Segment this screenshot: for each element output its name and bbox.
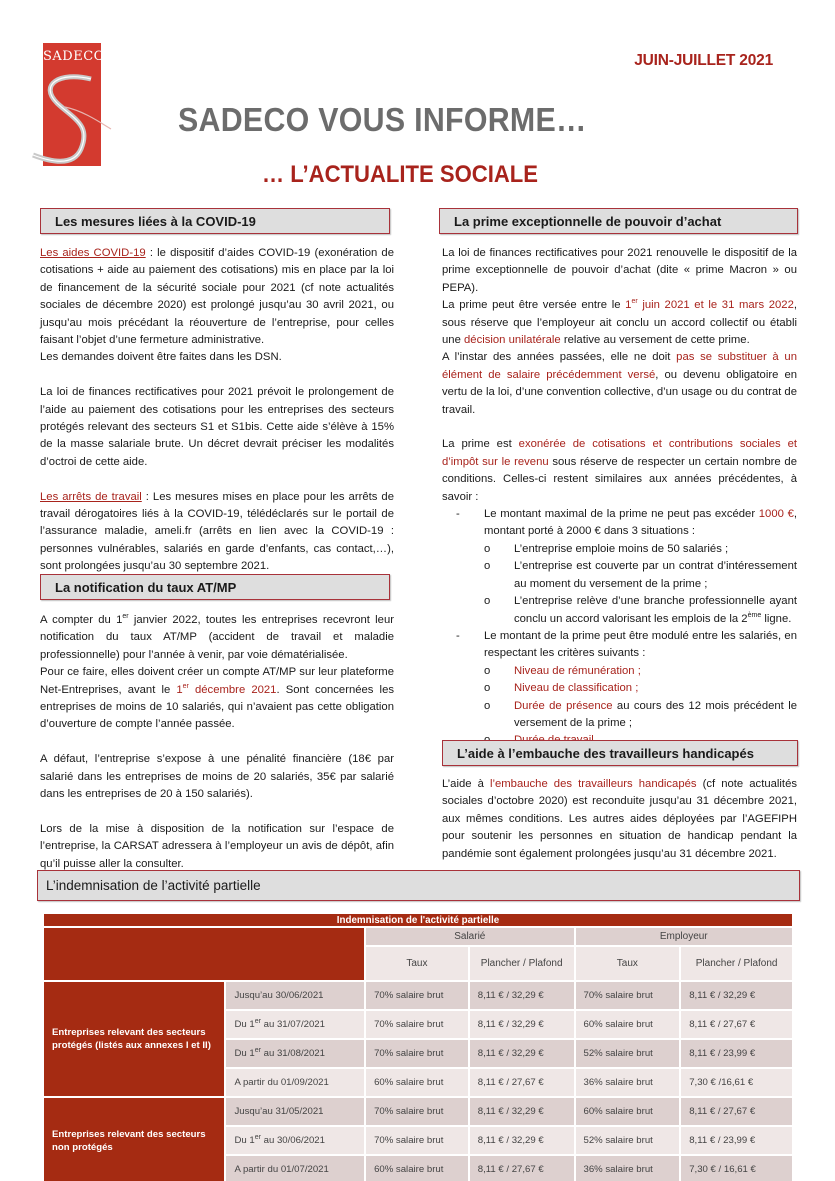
row-group-label: Entreprises relevant des secteurs protégés (listés aux annexes I et II) <box>43 981 225 1097</box>
section-heading-activite-text: L’indemnisation de l’activité partielle <box>46 878 261 893</box>
section-heading-prime-text: La prime exceptionnelle de pouvoir d’achat <box>454 213 722 229</box>
list-subitem: o L’entreprise est couverte par un contrat d’intéressement au moment du versement de la prime ; <box>484 560 797 590</box>
cell-period: Jusqu’au 31/05/2021 <box>225 1097 365 1126</box>
cell-employeur-plancher: 8,11 € / 27,67 € <box>680 1097 793 1126</box>
cell-period: A partir du 01/07/2021 <box>225 1155 365 1181</box>
section-heading-handicap-text: L’aide à l’embauche des travailleurs handicapés <box>457 745 754 761</box>
atmp-p3: A défaut, l’entreprise s’expose à une pénalité financière (18€ par salarié dans les entreprises de moins de 20 salariés, 35€ par salarié dans les entreprises de 20 à 150 salariés). <box>40 753 394 801</box>
section-atmp <box>40 612 394 873</box>
section-prime <box>442 245 797 750</box>
list-subitem: o Niveau de rémunération ; <box>484 664 641 677</box>
list-subitem: o L’entreprise emploie moins de 50 salariés ; <box>484 542 729 555</box>
list-item: - Le montant maximal de la prime ne peut pas excéder 1000 €, montant porté à 2000 € dans 3 situations : <box>456 508 797 538</box>
cell-salarie-plancher: 8,11 € / 32,29 € <box>469 1010 575 1039</box>
table-title: Indemnisation de l'activité partielle <box>43 913 793 927</box>
section-heading-prime <box>439 208 798 234</box>
section-heading-activite <box>37 870 800 901</box>
column-header-plancher: Plancher / Plafond <box>680 946 793 981</box>
prime-p2: La prime peut être versée entre le 1er juin 2021 et le 31 mars 2022, sous réserve que l’employeur ait conclu un accord collectif ou établi une décision unilatérale relative au versement de cette prime. <box>442 298 797 347</box>
column-header-taux: Taux <box>575 946 681 981</box>
logo-text: SADECO <box>43 49 105 64</box>
cell-period: Jusqu’au 30/06/2021 <box>225 981 365 1010</box>
cell-employeur-plancher: 7,30 € / 16,61 € <box>680 1155 793 1181</box>
prime-p4: La prime est exonérée de cotisations et contributions sociales et d’impôt sur le revenu sous réserve de respecter un certain nombre de conditions. Celles-ci restent similaires aux années précédentes, à savoir : <box>442 438 797 503</box>
cell-salarie-taux: 70% salaire brut <box>365 1097 469 1126</box>
cell-period: A partir du 01/09/2021 <box>225 1068 365 1097</box>
cell-period: Du 1er au 31/08/2021 <box>225 1039 365 1068</box>
column-header-plancher: Plancher / Plafond <box>469 946 575 981</box>
section-heading-covid <box>40 208 390 234</box>
atmp-p2: Pour ce faire, elles doivent créer un compte AT/MP sur leur plateforme Net-Entreprises, avant le 1er décembre 2021. Sont concernées les entreprises de moins de 10 salariés, qui n’avaient pas cette obligation d’ouverture de compte l’année passée. <box>40 666 394 731</box>
list-subitem: o L’entreprise relève d’une branche professionnelle ayant conclu un accord valorisant les emplois de la 2ème ligne. <box>484 595 797 625</box>
edition-date: JUIN-JUILLET 2021 <box>634 52 773 69</box>
cell-salarie-taux: 70% salaire brut <box>365 1039 469 1068</box>
atmp-p4: Lors de la mise à disposition de la notification sur l’espace de l’entreprise, la CARSAT adressera à l’employeur un avis de dépôt, afin qu’il puisse aller la consulter. <box>40 822 394 870</box>
cell-employeur-plancher: 8,11 € / 27,67 € <box>680 1010 793 1039</box>
cell-employeur-taux: 52% salaire brut <box>575 1126 681 1155</box>
page-subtitle: … L’ACTUALITE SOCIALE <box>262 161 538 188</box>
section-heading-handicap <box>442 740 798 766</box>
section-heading-atmp-text: La notification du taux AT/MP <box>55 579 237 595</box>
cell-employeur-plancher: 8,11 € / 23,99 € <box>680 1126 793 1155</box>
column-header-taux: Taux <box>365 946 469 981</box>
covid-p3: La loi de finances rectificatives pour 2021 prévoit le prolongement de l’aide au paiement des cotisations pour les entreprises des secteurs protégés relevant des secteurs S1 et S1bis. Cette aide s’élève à 15% de la masse salariale brute. Un décret devrait préciser les modalités d’octroi de cette aide. <box>40 386 394 468</box>
cell-employeur-taux: 70% salaire brut <box>575 981 681 1010</box>
atmp-p1: A compter du 1er janvier 2022, toutes les entreprises recevront leur notification du taux AT/MP (accident de travail et maladie professionnelle) pour l’année à venir, par voie dématérialisée. <box>40 613 395 661</box>
sadeco-logo <box>43 43 105 166</box>
column-group-salarie: Salarié <box>365 927 574 946</box>
covid-p2: Les demandes doivent être faites dans les DSN. <box>40 351 282 364</box>
cell-salarie-taux: 60% salaire brut <box>365 1155 469 1181</box>
table-row <box>43 1097 793 1126</box>
cell-salarie-plancher: 8,11 € / 32,29 € <box>469 1126 575 1155</box>
link-arrets-travail[interactable]: Les arrêts de travail <box>40 490 142 503</box>
handicap-p1: L’aide à l’embauche des travailleurs handicapés (cf note actualités sociales d’octobre 2020) est reconduite jusqu’au 31 décembre 2021, aux mêmes conditions. Les autres aides déployées par l’AGEFIPH pour soutenir les personnes en situation de handicap pendant la pandémie sont également prolongées jusqu’au 31 décembre 2021. <box>442 778 798 860</box>
prime-p1: La loi de finances rectificatives pour 2021 renouvelle le dispositif de la prime exceptionnelle de pouvoir d’achat (dite « prime Macron » ou PEPA). <box>442 247 797 294</box>
column-group-employeur: Employeur <box>575 927 793 946</box>
cell-salarie-taux: 60% salaire brut <box>365 1068 469 1097</box>
logo-swoosh-icon <box>29 63 119 173</box>
cell-salarie-taux: 70% salaire brut <box>365 1010 469 1039</box>
list-subitem: o Durée de présence au cours des 12 mois précédent le versement de la prime ; <box>484 699 797 729</box>
cell-employeur-taux: 36% salaire brut <box>575 1155 681 1181</box>
list-subitem: o Niveau de classification ; <box>484 682 639 695</box>
cell-salarie-taux: 70% salaire brut <box>365 981 469 1010</box>
table-row <box>43 981 793 1010</box>
cell-salarie-plancher: 8,11 € / 27,67 € <box>469 1155 575 1181</box>
covid-p4: : Les mesures mises en place pour les arrêts de travail dérogatoires liés à la COVID-19, télédéclarés sur le portail de l’assurance maladie, ameli.fr (arrêts en lien avec la COVID-19 : personnes vulnérables, salariés en garde d’enfants, cas contact,…), sont prolongées jusqu’au 30 septembre 2021. <box>40 490 394 573</box>
cell-employeur-plancher: 8,11 € / 32,29 € <box>680 981 793 1010</box>
cell-employeur-taux: 52% salaire brut <box>575 1039 681 1068</box>
cell-salarie-plancher: 8,11 € / 32,29 € <box>469 981 575 1010</box>
list-item: - Le montant de la prime peut être modulé entre les salariés, en respectant les critères suivants : <box>456 629 797 660</box>
cell-employeur-taux: 60% salaire brut <box>575 1010 681 1039</box>
cell-period: Du 1er au 30/06/2021 <box>225 1126 365 1155</box>
section-handicap <box>442 776 797 863</box>
indemnisation-table <box>42 912 794 1181</box>
table-corner <box>43 927 365 981</box>
cell-salarie-plancher: 8,11 € / 27,67 € <box>469 1068 575 1097</box>
page-title: SADECO VOUS INFORME… <box>178 101 587 138</box>
cell-salarie-plancher: 8,11 € / 32,29 € <box>469 1097 575 1126</box>
cell-salarie-taux: 70% salaire brut <box>365 1126 469 1155</box>
section-heading-atmp <box>40 574 390 600</box>
cell-employeur-taux: 36% salaire brut <box>575 1068 681 1097</box>
covid-p1: : le dispositif d’aides COVID-19 (exonération de cotisations + aide au paiement des cotisations) mis en place par la loi de financement de la sécurité sociale pour 2021 (cf note actualités sociales de décembre 2020) est prolongé jusqu’au 30 avril 2021, ou jusqu’au mois précédant la réouverture de l’entreprise, pour celles faisant l’objet d’une fermeture administrative. <box>40 247 395 347</box>
section-covid <box>40 245 394 576</box>
row-group-label: Entreprises relevant des secteurs non protégés <box>43 1097 225 1181</box>
cell-employeur-taux: 60% salaire brut <box>575 1097 681 1126</box>
cell-employeur-plancher: 8,11 € / 23,99 € <box>680 1039 793 1068</box>
link-aides-covid[interactable]: Les aides COVID-19 <box>40 247 146 259</box>
prime-p3: A l’instar des années passées, elle ne doit pas se substituer à un élément de salaire précédemment versé, ou devenu obligatoire en vertu de la loi, d’une convention collective, d’un usage ou du contrat de travail. <box>442 351 798 416</box>
cell-period: Du 1er au 31/07/2021 <box>225 1010 365 1039</box>
section-heading-covid-text: Les mesures liées à la COVID-19 <box>55 213 256 229</box>
cell-salarie-plancher: 8,11 € / 32,29 € <box>469 1039 575 1068</box>
cell-employeur-plancher: 7,30 € /16,61 € <box>680 1068 793 1097</box>
